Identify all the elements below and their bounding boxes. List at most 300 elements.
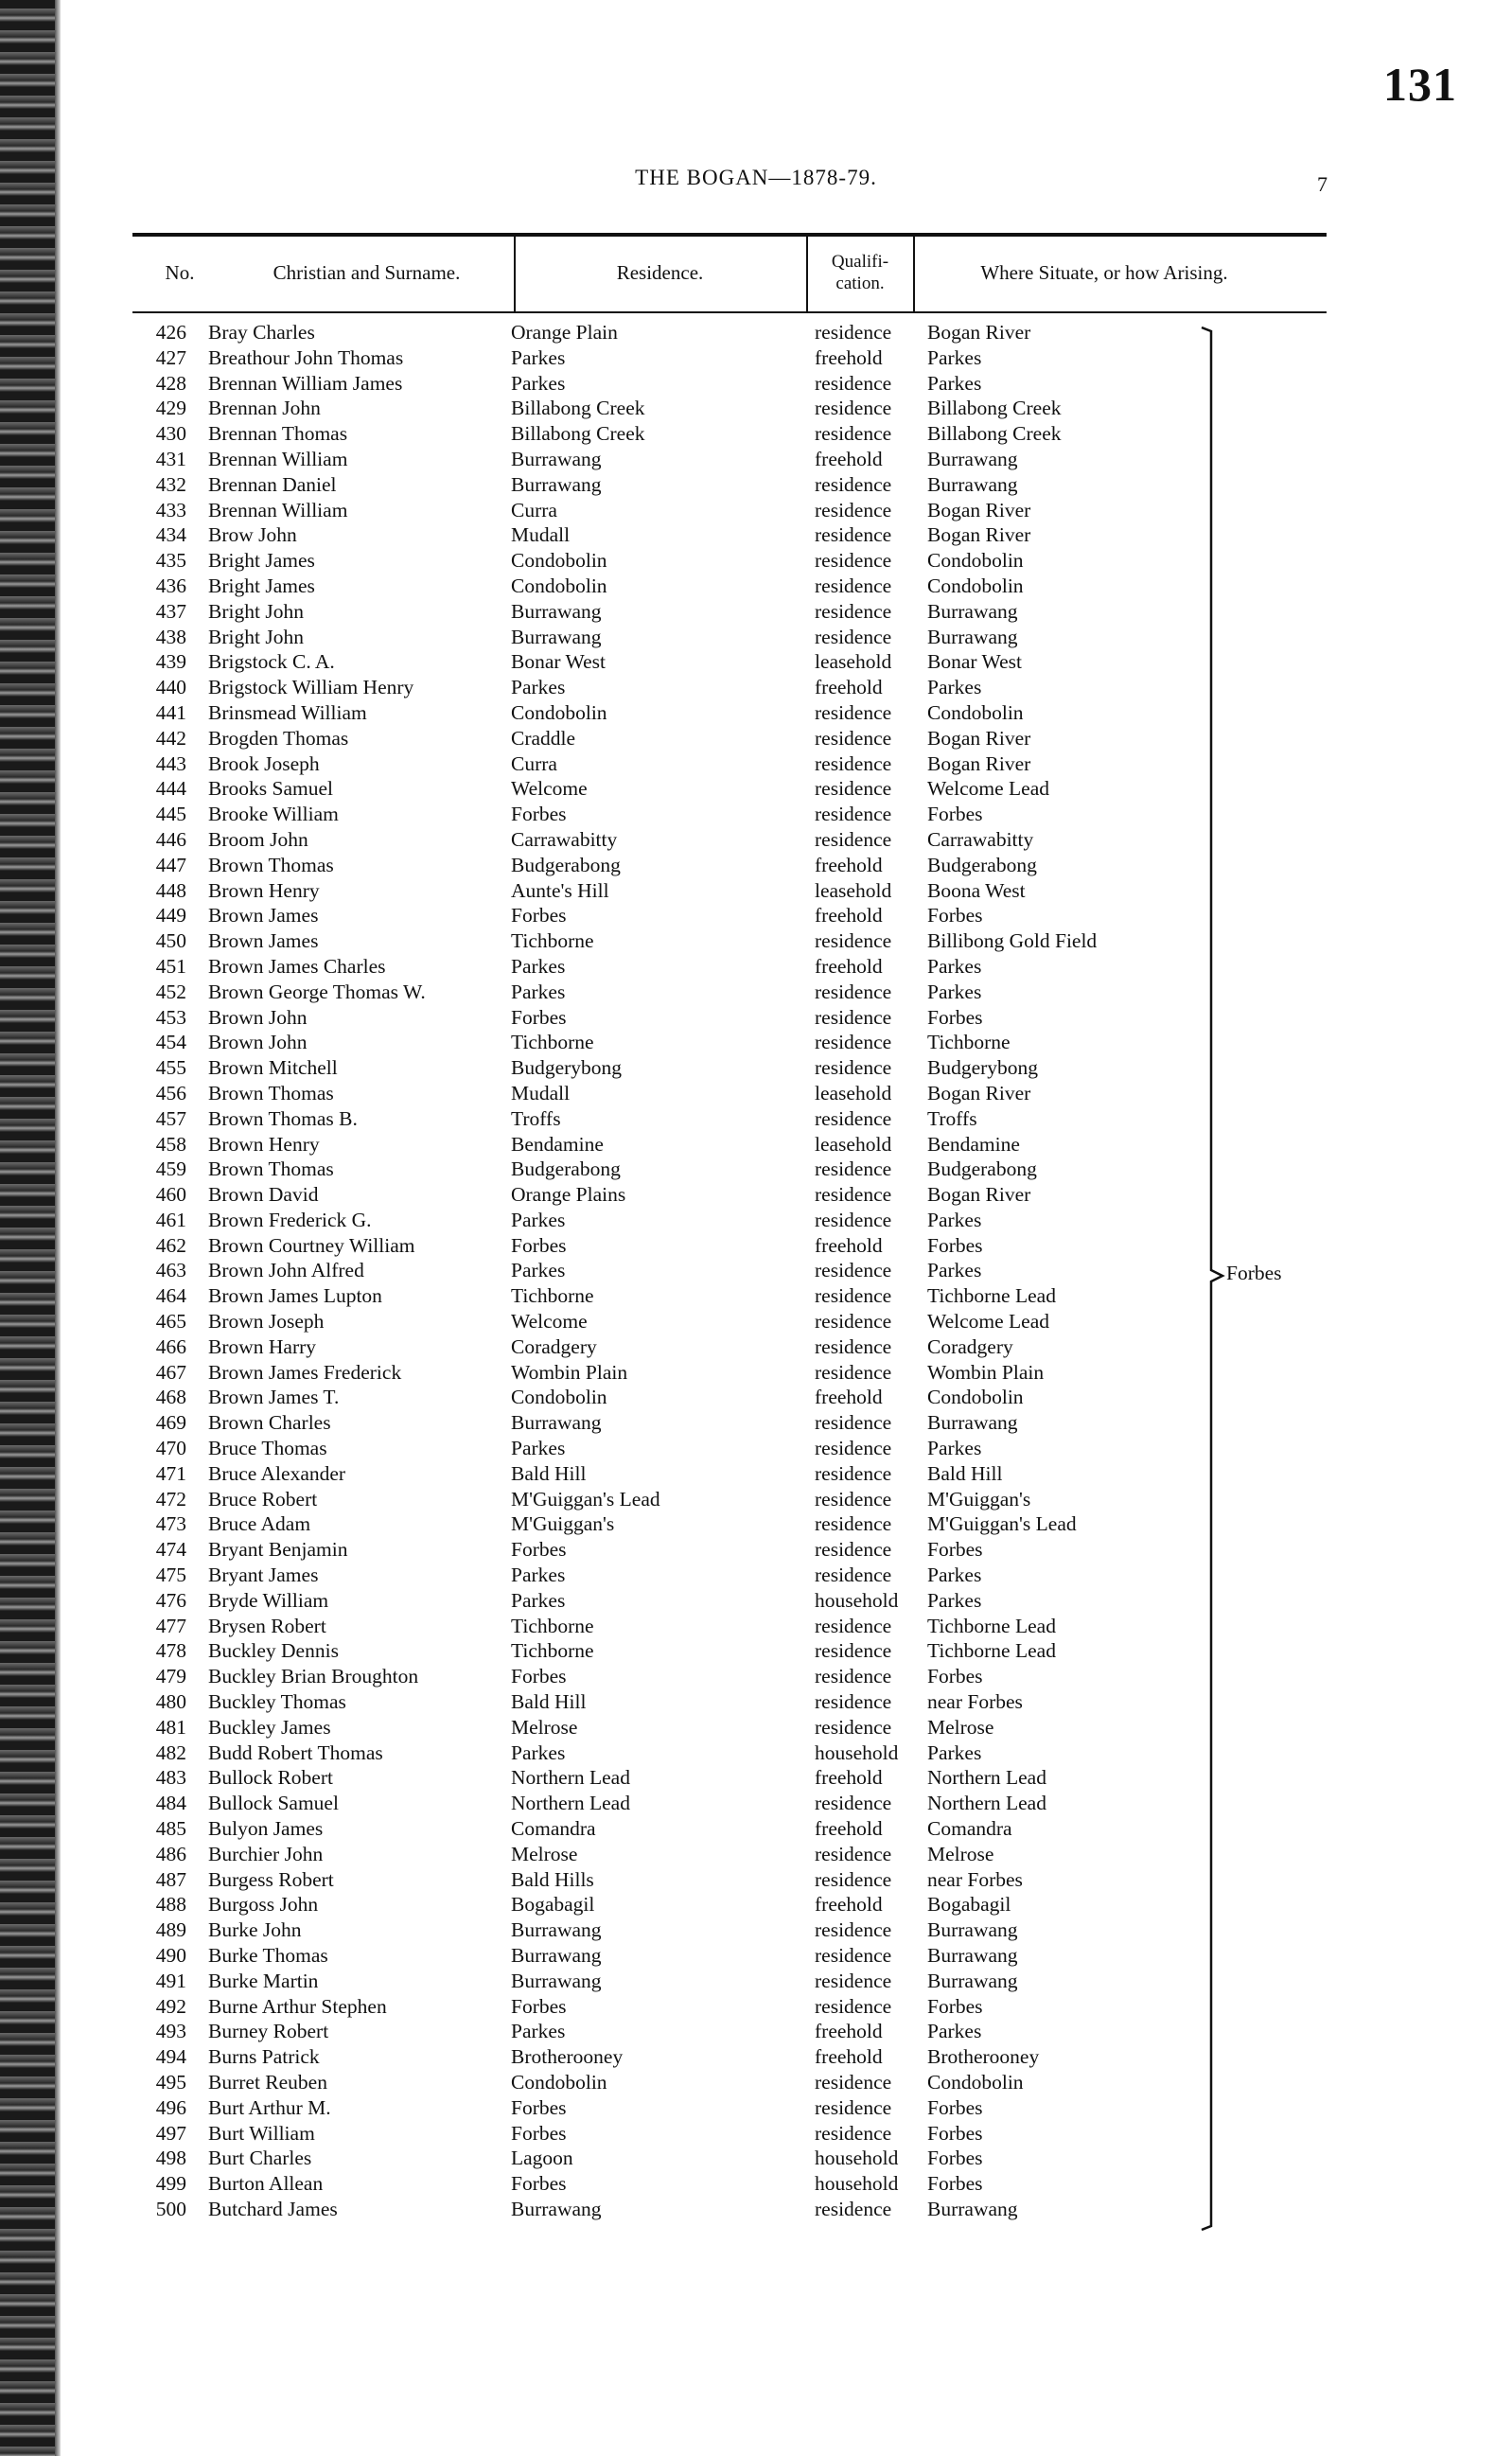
where-situate: Parkes (927, 1437, 982, 1460)
table-row (0, 599, 1325, 625)
row-number: 455 (155, 1056, 186, 1080)
elector-name: Brooks Samuel (208, 777, 333, 801)
elector-name: Burns Patrick (208, 2045, 320, 2069)
elector-name: Burton Allean (208, 2172, 324, 2196)
where-situate: Burrawang (927, 1411, 1018, 1435)
residence: Burrawang (511, 447, 602, 470)
residence: Budgerabong (511, 853, 621, 876)
where-situate: Welcome Lead (927, 777, 1049, 801)
row-number: 470 (155, 1437, 186, 1460)
where-situate: Budgerybong (927, 1056, 1039, 1080)
residence: Welcome (511, 777, 588, 801)
residence: Parkes (511, 371, 566, 395)
row-number: 498 (155, 2147, 186, 2170)
elector-name: Bright James (208, 549, 315, 573)
where-situate: Bald Hill (927, 1461, 1003, 1485)
where-situate: Bendamine (927, 1132, 1020, 1156)
where-situate: Bogan River (927, 1183, 1031, 1207)
residence: Carrawabitty (511, 827, 618, 851)
residence: Melrose (511, 1842, 578, 1865)
table-row (0, 1917, 1325, 1943)
row-number: 440 (155, 676, 186, 699)
column-header-qualification: Qualifi- cation. (831, 251, 889, 293)
qualification: residence (815, 321, 892, 344)
residence: Welcome (511, 1310, 588, 1334)
residence: Burrawang (511, 599, 602, 623)
residence: Parkes (511, 1740, 566, 1764)
qualification: residence (815, 1512, 892, 1536)
where-situate: Northern Lead (927, 1766, 1046, 1790)
elector-name: Bryde William (208, 1588, 329, 1612)
row-number: 464 (155, 1284, 186, 1308)
qualification: leasehold (815, 1132, 892, 1156)
row-number: 491 (155, 1969, 186, 1992)
residence: Burrawang (511, 1918, 602, 1942)
table-row (0, 1461, 1325, 1487)
row-number: 489 (155, 1918, 186, 1942)
table-row (0, 320, 1325, 345)
qualification: freehold (815, 1233, 883, 1257)
where-situate: Coradgery (927, 1334, 1013, 1358)
elector-name: Bright James (208, 574, 315, 597)
elector-name: Burne Arthur Stephen (208, 1994, 387, 2018)
table-row (0, 2121, 1325, 2147)
table-row (0, 1081, 1325, 1106)
residence: Bald Hill (511, 1461, 587, 1485)
qualification: residence (815, 371, 892, 395)
table-row (0, 1030, 1325, 1055)
qualification: residence (815, 1715, 892, 1739)
qualification: residence (815, 1614, 892, 1637)
row-number: 476 (155, 1588, 186, 1612)
elector-name: Buckley Brian Broughton (208, 1665, 419, 1688)
table-row (0, 396, 1325, 421)
row-number: 436 (155, 574, 186, 597)
row-number: 427 (155, 345, 186, 369)
table-row (0, 700, 1325, 726)
residence: Curra (511, 751, 557, 775)
qualification: residence (815, 726, 892, 750)
residence: Comandra (511, 1817, 596, 1841)
elector-name: Brown James Lupton (208, 1284, 382, 1308)
table-row (0, 1157, 1325, 1182)
row-number: 487 (155, 1867, 186, 1891)
qualification: residence (815, 1411, 892, 1435)
qualification: residence (815, 1538, 892, 1562)
residence: Forbes (511, 1994, 567, 2018)
where-situate: Comandra (927, 1817, 1012, 1841)
row-number: 473 (155, 1512, 186, 1536)
table-row (0, 2095, 1325, 2121)
table-row (0, 1638, 1325, 1664)
where-situate: Burrawang (927, 1944, 1018, 1967)
qualification: residence (815, 1056, 892, 1080)
row-number: 434 (155, 523, 186, 547)
elector-name: Burt Arthur M. (208, 2095, 331, 2119)
column-header-no: No. (165, 260, 195, 284)
table-row (0, 472, 1325, 498)
where-situate: M'Guiggan's Lead (927, 1512, 1077, 1536)
where-situate: Wombin Plain (927, 1360, 1045, 1384)
table-row (0, 1334, 1325, 1360)
elector-name: Brown David (208, 1183, 319, 1207)
residence: Forbes (511, 2095, 567, 2119)
table-row (0, 498, 1325, 523)
qualification: residence (815, 1437, 892, 1460)
table-row (0, 1969, 1325, 1994)
row-number: 438 (155, 625, 186, 648)
table-row (0, 1740, 1325, 1766)
residence: Billabong Creek (511, 422, 645, 446)
table-row (0, 1005, 1325, 1031)
row-number: 429 (155, 397, 186, 420)
residence: Burrawang (511, 1411, 602, 1435)
elector-name: Burt Charles (208, 2147, 312, 2170)
qualification: residence (815, 980, 892, 1003)
where-situate: Budgerabong (927, 1157, 1037, 1181)
qualification: freehold (815, 2045, 883, 2069)
residence: Orange Plains (511, 1183, 626, 1207)
table-row (0, 2146, 1325, 2171)
residence: Wombin Plain (511, 1360, 628, 1384)
row-number: 483 (155, 1766, 186, 1790)
elector-name: Buckley Dennis (208, 1639, 339, 1663)
row-number: 450 (155, 929, 186, 953)
row-number: 433 (155, 498, 186, 521)
qualification: freehold (815, 1893, 883, 1917)
elector-name: Brown John (208, 1005, 308, 1029)
where-situate: Condobolin (927, 2070, 1024, 2094)
row-number: 428 (155, 371, 186, 395)
where-situate: Condobolin (927, 700, 1024, 724)
table-row (0, 928, 1325, 954)
qualification: freehold (815, 447, 883, 470)
row-number: 461 (155, 1208, 186, 1231)
district-brace (1190, 326, 1228, 2233)
elector-name: Brown George Thomas W. (208, 980, 426, 1003)
elector-name: Burchier John (208, 1842, 324, 1865)
row-number: 499 (155, 2172, 186, 2196)
row-number: 471 (155, 1461, 186, 1485)
elector-name: Brigstock C. A. (208, 650, 335, 674)
elector-name: Butchard James (208, 2197, 338, 2220)
elector-name: Bruce Thomas (208, 1437, 327, 1460)
qualification: residence (815, 472, 892, 496)
where-situate: Burrawang (927, 625, 1018, 648)
row-number: 494 (155, 2045, 186, 2069)
where-situate: Condobolin (927, 549, 1024, 573)
table-row (0, 2044, 1325, 2070)
qualification: residence (815, 929, 892, 953)
where-situate: Burrawang (927, 1969, 1018, 1992)
row-number: 479 (155, 1665, 186, 1688)
residence: Burrawang (511, 472, 602, 496)
qualification: residence (815, 1918, 892, 1942)
qualification: residence (815, 1284, 892, 1308)
residence: Condobolin (511, 2070, 607, 2094)
where-situate: Forbes (927, 1538, 983, 1562)
qualification: residence (815, 1944, 892, 1967)
qualification: residence (815, 549, 892, 573)
where-situate: Parkes (927, 1740, 982, 1764)
where-situate: Parkes (927, 1259, 982, 1282)
row-number: 447 (155, 853, 186, 876)
qualification: residence (815, 574, 892, 597)
residence: Parkes (511, 2020, 566, 2043)
qualification: residence (815, 625, 892, 648)
table-row (0, 1765, 1325, 1791)
residence: Craddle (511, 726, 576, 750)
table-row (0, 649, 1325, 675)
table-row (0, 980, 1325, 1005)
district-label: Forbes (1226, 1262, 1282, 1284)
residence: Condobolin (511, 700, 607, 724)
table-row (0, 1867, 1325, 1893)
where-situate: Forbes (927, 803, 983, 826)
qualification: residence (815, 751, 892, 775)
residence: Orange Plain (511, 321, 618, 344)
qualification: leasehold (815, 650, 892, 674)
elector-name: Budd Robert Thomas (208, 1740, 383, 1764)
elector-name: Brigstock William Henry (208, 676, 414, 699)
table-row (0, 1233, 1325, 1259)
table-row (0, 726, 1325, 751)
residence: Parkes (511, 1437, 566, 1460)
elector-name: Brown Henry (208, 878, 320, 902)
elector-name: Breathour John Thomas (208, 345, 404, 369)
row-number: 452 (155, 980, 186, 1003)
where-situate: Boona West (927, 878, 1026, 902)
where-situate: Parkes (927, 1564, 982, 1587)
qualification: freehold (815, 1766, 883, 1790)
elector-name: Brown James Frederick (208, 1360, 402, 1384)
residence: Coradgery (511, 1334, 597, 1358)
qualification: residence (815, 1564, 892, 1587)
elector-name: Bruce Robert (208, 1487, 318, 1511)
row-number: 445 (155, 803, 186, 826)
where-situate: Billabong Creek (927, 397, 1062, 420)
elector-name: Brown Thomas (208, 1157, 334, 1181)
residence: Northern Lead (511, 1766, 630, 1790)
row-number: 446 (155, 827, 186, 851)
column-header-residence: Residence. (616, 260, 704, 284)
residence: Forbes (511, 1233, 567, 1257)
table-row (0, 827, 1325, 853)
residence: Burrawang (511, 1944, 602, 1967)
residence: Burrawang (511, 2197, 602, 2220)
qualification: residence (815, 1183, 892, 1207)
table-row (0, 1132, 1325, 1157)
row-number: 496 (155, 2095, 186, 2119)
residence: Troffs (511, 1106, 561, 1130)
elector-name: Brown Thomas (208, 1081, 334, 1104)
qualification: residence (815, 1639, 892, 1663)
where-situate: Tichborne Lead (927, 1614, 1056, 1637)
row-number: 472 (155, 1487, 186, 1511)
qualification: household (815, 2147, 899, 2170)
qualification: residence (815, 1867, 892, 1891)
qualification: residence (815, 1690, 892, 1714)
row-number: 439 (155, 650, 186, 674)
table-row (0, 345, 1325, 371)
table-row (0, 802, 1325, 827)
elector-name: Brown Henry (208, 1132, 320, 1156)
where-situate: M'Guiggan's (927, 1487, 1031, 1511)
qualification: household (815, 1740, 899, 1764)
residence: Tichborne (511, 1639, 594, 1663)
table-row (0, 1537, 1325, 1563)
where-situate: Forbes (927, 2121, 983, 2145)
where-situate: Melrose (927, 1842, 994, 1865)
where-situate: Melrose (927, 1715, 994, 1739)
table-row (0, 1892, 1325, 1917)
elector-name: Burret Reuben (208, 2070, 327, 2094)
entries-table (0, 320, 1325, 2222)
row-number: 459 (155, 1157, 186, 1181)
row-number: 454 (155, 1031, 186, 1054)
row-number: 441 (155, 700, 186, 724)
elector-name: Brogden Thomas (208, 726, 349, 750)
elector-name: Burke Martin (208, 1969, 319, 1992)
qualification: residence (815, 599, 892, 623)
row-number: 448 (155, 878, 186, 902)
elector-name: Burgoss John (208, 1893, 319, 1917)
elector-name: Brown Joseph (208, 1310, 325, 1334)
qualification: freehold (815, 1817, 883, 1841)
row-number: 443 (155, 751, 186, 775)
where-situate: Brotherooney (927, 2045, 1040, 2069)
table-row (0, 1511, 1325, 1537)
elector-name: Bruce Alexander (208, 1461, 346, 1485)
row-number: 437 (155, 599, 186, 623)
residence: Bald Hill (511, 1690, 587, 1714)
table-row (0, 1309, 1325, 1334)
table-row (0, 1360, 1325, 1386)
qualification: leasehold (815, 1081, 892, 1104)
qualification: leasehold (815, 878, 892, 902)
qualification: residence (815, 1106, 892, 1130)
row-number: 465 (155, 1310, 186, 1334)
elector-name: Bright John (208, 599, 304, 623)
residence: Tichborne (511, 929, 594, 953)
residence: Tichborne (511, 1284, 594, 1308)
row-number: 495 (155, 2070, 186, 2094)
elector-name: Bryant James (208, 1564, 319, 1587)
elector-name: Brook Joseph (208, 751, 320, 775)
table-row (0, 1816, 1325, 1842)
residence: Northern Lead (511, 1792, 630, 1815)
elector-name: Brown James T. (208, 1386, 340, 1409)
qualification: residence (815, 1461, 892, 1485)
sheet-mark: 7 (1317, 172, 1327, 196)
table-row (0, 675, 1325, 700)
residence: Parkes (511, 1564, 566, 1587)
residence: Forbes (511, 904, 567, 928)
elector-name: Broom John (208, 827, 308, 851)
where-situate: Parkes (927, 980, 982, 1003)
where-situate: Burrawang (927, 2197, 1018, 2220)
where-situate: Bogan River (927, 498, 1031, 521)
table-row (0, 853, 1325, 878)
where-situate: Forbes (927, 1665, 983, 1688)
table-row (0, 625, 1325, 650)
where-situate: near Forbes (927, 1867, 1023, 1891)
row-number: 485 (155, 1817, 186, 1841)
table-row (0, 1182, 1325, 1208)
elector-name: Brown Frederick G. (208, 1208, 372, 1231)
where-situate: Parkes (927, 954, 982, 978)
where-situate: Parkes (927, 371, 982, 395)
where-situate: Forbes (927, 1005, 983, 1029)
qualification: residence (815, 803, 892, 826)
residence: Lagoon (511, 2147, 573, 2170)
where-situate: Parkes (927, 1208, 982, 1231)
row-number: 466 (155, 1334, 186, 1358)
elector-name: Brown John (208, 1031, 308, 1054)
table-row (0, 878, 1325, 904)
residence: Billabong Creek (511, 397, 645, 420)
table-row (0, 903, 1325, 928)
table-row (0, 1994, 1325, 2020)
table-row (0, 1791, 1325, 1816)
table-row (0, 1410, 1325, 1436)
table-row (0, 1208, 1325, 1233)
table-row (0, 1715, 1325, 1740)
residence: Condobolin (511, 574, 607, 597)
row-number: 460 (155, 1183, 186, 1207)
elector-name: Bray Charles (208, 321, 315, 344)
qualification: residence (815, 827, 892, 851)
where-situate: Burrawang (927, 599, 1018, 623)
elector-name: Bullock Robert (208, 1766, 333, 1790)
table-row (0, 1385, 1325, 1410)
qualification: residence (815, 1969, 892, 1992)
qualification: residence (815, 777, 892, 801)
residence: Forbes (511, 1665, 567, 1688)
residence: Condobolin (511, 1386, 607, 1409)
row-number: 451 (155, 954, 186, 978)
table-row (0, 1588, 1325, 1614)
residence: Bonar West (511, 650, 606, 674)
qualification: residence (815, 422, 892, 446)
table-row (0, 1106, 1325, 1132)
qualification: residence (815, 498, 892, 521)
qualification: freehold (815, 2020, 883, 2043)
where-situate: Bogan River (927, 321, 1031, 344)
qualification: residence (815, 1310, 892, 1334)
qualification: residence (815, 1792, 892, 1815)
page-number: 131 (1383, 58, 1457, 111)
residence: Brotherooney (511, 2045, 624, 2069)
table-row (0, 447, 1325, 472)
table-row (0, 1664, 1325, 1689)
qualification: residence (815, 1842, 892, 1865)
where-situate: near Forbes (927, 1690, 1023, 1714)
table-row (0, 2171, 1325, 2197)
table-row (0, 954, 1325, 980)
where-situate: Forbes (927, 1233, 983, 1257)
where-situate: Troffs (927, 1106, 977, 1130)
residence: Forbes (511, 1538, 567, 1562)
qualification: residence (815, 1208, 892, 1231)
where-situate: Forbes (927, 2095, 983, 2119)
qualification: household (815, 2172, 899, 2196)
residence: Burrawang (511, 1969, 602, 1992)
row-number: 458 (155, 1132, 186, 1156)
table-row (0, 1943, 1325, 1969)
elector-name: Brown John Alfred (208, 1259, 364, 1282)
qualification: residence (815, 1259, 892, 1282)
